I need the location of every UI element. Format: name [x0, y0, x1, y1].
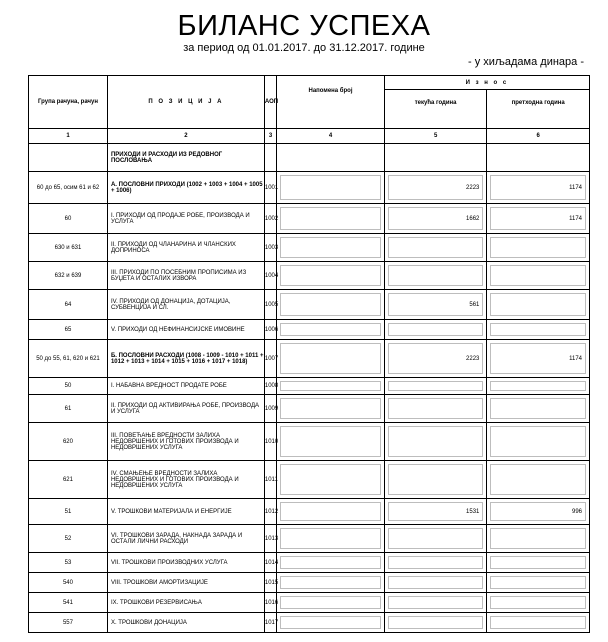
row-aop: 1015 [264, 573, 276, 593]
header-position: П О З И Ц И Ј А [107, 76, 264, 129]
table-row [29, 262, 590, 290]
row-position: III. ПРИХОДИ ПО ПОСЕБНИМ ПРОПИСИМА ИЗ БУЏЕТА И ОСТАЛИХ ИЗВОРА [107, 262, 264, 290]
row-aop: 1003 [264, 234, 276, 262]
note-field[interactable] [280, 265, 381, 286]
table-row [29, 340, 590, 378]
header-group: Група рачуна, рачун [29, 76, 108, 129]
table-row [29, 320, 590, 340]
section-current-cell [384, 144, 487, 172]
current-year-field[interactable] [388, 464, 484, 495]
previous-year-cell [487, 378, 590, 395]
current-year-field[interactable]: 1662 [388, 207, 484, 230]
current-year-field[interactable]: 561 [388, 293, 484, 316]
previous-year-field[interactable] [490, 616, 586, 629]
current-year-field[interactable] [388, 528, 484, 549]
row-group: 50 до 55, 61, 620 и 621 [29, 340, 108, 378]
row-group: 53 [29, 553, 108, 573]
row-position: I. НАБАВНА ВРЕДНОСТ ПРОДАТЕ РОБЕ [107, 378, 264, 395]
current-year-field[interactable] [388, 398, 484, 419]
header-note: Напомена број [277, 76, 385, 129]
unit-label: - у хиљадама динара - [468, 56, 584, 68]
row-aop: 1011 [264, 461, 276, 499]
section-aop-cell [264, 144, 276, 172]
current-year-field[interactable] [388, 265, 484, 286]
section-heading: ПРИХОДИ И РАСХОДИ ИЗ РЕДОВНОГ ПОСЛОВАЊА [107, 144, 264, 172]
row-aop: 1017 [264, 613, 276, 633]
row-group: 621 [29, 461, 108, 499]
note-cell [277, 320, 385, 340]
row-aop: 1016 [264, 593, 276, 613]
note-cell [277, 499, 385, 525]
note-field[interactable] [280, 576, 381, 589]
current-year-field[interactable] [388, 381, 484, 391]
previous-year-cell [487, 290, 590, 320]
row-group: 630 и 631 [29, 234, 108, 262]
row-aop: 1010 [264, 423, 276, 461]
row-aop: 1009 [264, 395, 276, 423]
note-field[interactable] [280, 207, 381, 230]
row-group: 541 [29, 593, 108, 613]
current-year-cell [384, 320, 487, 340]
current-year-cell [384, 290, 487, 320]
note-field[interactable] [280, 464, 381, 495]
period-subtitle: за период од 01.01.2017. до 31.12.2017. године [183, 42, 425, 54]
previous-year-field[interactable] [490, 293, 586, 316]
note-field[interactable] [280, 502, 381, 521]
previous-year-field[interactable] [490, 576, 586, 589]
current-year-cell [384, 172, 487, 204]
col-number: 4 [277, 129, 385, 144]
note-field[interactable] [280, 426, 381, 457]
row-position: VIII. ТРОШКОВИ АМОРТИЗАЦИЈЕ [107, 573, 264, 593]
previous-year-cell [487, 204, 590, 234]
row-group: 65 [29, 320, 108, 340]
previous-year-field[interactable] [490, 426, 586, 457]
previous-year-cell [487, 553, 590, 573]
row-position: IV. ПРИХОДИ ОД ДОНАЦИЈА, ДОТАЦИЈА, СУБВЕНЦИЈА И СЛ. [107, 290, 264, 320]
row-position: VI. ТРОШКОВИ ЗАРАДА, НАКНАДА ЗАРАДА И ОСТАЛИ ЛИЧНИ РАСХОДИ [107, 525, 264, 553]
row-position: X. ТРОШКОВИ ДОНАЦИЈА [107, 613, 264, 633]
note-cell [277, 423, 385, 461]
table-row [29, 204, 590, 234]
row-aop: 1005 [264, 290, 276, 320]
table-row [29, 395, 590, 423]
table-row [29, 613, 590, 633]
previous-year-cell [487, 613, 590, 633]
row-aop: 1012 [264, 499, 276, 525]
current-year-cell [384, 525, 487, 553]
previous-year-field[interactable] [490, 464, 586, 495]
previous-year-cell [487, 593, 590, 613]
row-group: 52 [29, 525, 108, 553]
row-aop: 1001 [264, 172, 276, 204]
row-position: III. ПОВЕЋАЊЕ ВРЕДНОСТИ ЗАЛИХА НЕДОВРШЕНИХ И ГОТОВИХ ПРОИЗВОДА И НЕДОВРШЕНИХ УСЛУГА [107, 423, 264, 461]
previous-year-field[interactable]: 1174 [490, 343, 586, 374]
row-group: 620 [29, 423, 108, 461]
row-position: Б. ПОСЛОВНИ РАСХОДИ (1008 - 1009 - 1010 + 1011 + 1012 + 1013 + 1014 + 1015 + 1016 + 1017 + 1018) [107, 340, 264, 378]
current-year-cell [384, 499, 487, 525]
note-cell [277, 234, 385, 262]
section-group-cell [29, 144, 108, 172]
previous-year-cell [487, 423, 590, 461]
previous-year-cell [487, 172, 590, 204]
table-row [29, 593, 590, 613]
table-row [29, 525, 590, 553]
row-aop: 1013 [264, 525, 276, 553]
current-year-field[interactable] [388, 596, 484, 609]
note-cell [277, 573, 385, 593]
current-year-cell [384, 461, 487, 499]
note-cell [277, 613, 385, 633]
header-amount: И з н о с [384, 76, 589, 90]
note-field[interactable] [280, 616, 381, 629]
row-position: II. ПРИХОДИ ОД ЧЛАНАРИНА И ЧЛАНСКИХ ДОПРИНОСА [107, 234, 264, 262]
table-row [29, 234, 590, 262]
table-row [29, 290, 590, 320]
previous-year-cell [487, 499, 590, 525]
section-previous-cell [487, 144, 590, 172]
row-group: 51 [29, 499, 108, 525]
current-year-field[interactable] [388, 576, 484, 589]
current-year-cell [384, 262, 487, 290]
note-field[interactable] [280, 381, 381, 391]
row-aop: 1014 [264, 553, 276, 573]
current-year-cell [384, 340, 487, 378]
current-year-cell [384, 423, 487, 461]
row-group: 61 [29, 395, 108, 423]
header-current-year: текућа година [384, 90, 487, 129]
row-position: V. ТРОШКОВИ МАТЕРИЈАЛА И ЕНЕРГИЈЕ [107, 499, 264, 525]
note-field[interactable] [280, 237, 381, 258]
previous-year-field[interactable] [490, 265, 586, 286]
table-row [29, 423, 590, 461]
row-position: I. ПРИХОДИ ОД ПРОДАЈЕ РОБЕ, ПРОИЗВОДА И УСЛУГА [107, 204, 264, 234]
header-previous-year: претходна година [487, 90, 590, 129]
row-group: 632 и 639 [29, 262, 108, 290]
previous-year-field[interactable]: 996 [490, 502, 586, 521]
table-row [29, 553, 590, 573]
previous-year-cell [487, 525, 590, 553]
note-field[interactable] [280, 293, 381, 316]
current-year-field[interactable] [388, 556, 484, 569]
row-position: VII. ТРОШКОВИ ПРОИЗВОДНИХ УСЛУГА [107, 553, 264, 573]
col-number: 3 [264, 129, 276, 144]
current-year-cell [384, 234, 487, 262]
document-title: БИЛАНС УСПЕХА [177, 10, 431, 42]
current-year-field[interactable] [388, 237, 484, 258]
col-number: 6 [487, 129, 590, 144]
col-number: 2 [107, 129, 264, 144]
note-field[interactable] [280, 596, 381, 609]
previous-year-cell [487, 320, 590, 340]
row-aop: 1004 [264, 262, 276, 290]
note-cell [277, 340, 385, 378]
current-year-field[interactable]: 2223 [388, 343, 484, 374]
note-cell [277, 461, 385, 499]
row-group: 50 [29, 378, 108, 395]
previous-year-field[interactable] [490, 381, 586, 391]
current-year-field[interactable]: 1531 [388, 502, 484, 521]
note-field[interactable] [280, 528, 381, 549]
row-aop: 1007 [264, 340, 276, 378]
note-field[interactable] [280, 175, 381, 200]
current-year-field[interactable] [388, 323, 484, 336]
income-statement-table [28, 75, 590, 633]
row-group: 557 [29, 613, 108, 633]
current-year-cell [384, 204, 487, 234]
note-cell [277, 378, 385, 395]
row-group: 64 [29, 290, 108, 320]
note-field[interactable] [280, 323, 381, 336]
previous-year-cell [487, 234, 590, 262]
row-group: 60 [29, 204, 108, 234]
row-position: II. ПРИХОДИ ОД АКТИВИРАЊА РОБЕ, ПРОИЗВОДА И УСЛУГА [107, 395, 264, 423]
row-position: IV. СМАЊЕЊЕ ВРЕДНОСТИ ЗАЛИХА НЕДОВРШЕНИХ И ГОТОВИХ ПРОИЗВОДА И НЕДОВРШЕНИХ УСЛУГА [107, 461, 264, 499]
note-cell [277, 395, 385, 423]
current-year-field[interactable]: 2223 [388, 175, 484, 200]
previous-year-field[interactable] [490, 556, 586, 569]
note-field[interactable] [280, 556, 381, 569]
table-row [29, 172, 590, 204]
previous-year-cell [487, 262, 590, 290]
previous-year-field[interactable] [490, 323, 586, 336]
previous-year-field[interactable] [490, 596, 586, 609]
current-year-cell [384, 553, 487, 573]
current-year-cell [384, 573, 487, 593]
previous-year-cell [487, 340, 590, 378]
col-number: 5 [384, 129, 487, 144]
previous-year-field[interactable]: 1174 [490, 175, 586, 200]
row-group: 60 до 65, осим 61 и 62 [29, 172, 108, 204]
previous-year-cell [487, 395, 590, 423]
current-year-field[interactable] [388, 616, 484, 629]
note-cell [277, 593, 385, 613]
table-row [29, 378, 590, 395]
table-row [29, 499, 590, 525]
note-cell [277, 525, 385, 553]
header-aop: АОП [264, 76, 276, 129]
current-year-cell [384, 593, 487, 613]
row-position: IX. ТРОШКОВИ РЕЗЕРВИСАЊА [107, 593, 264, 613]
previous-year-field[interactable] [490, 528, 586, 549]
note-field[interactable] [280, 398, 381, 419]
previous-year-cell [487, 573, 590, 593]
current-year-cell [384, 395, 487, 423]
row-position: А. ПОСЛОВНИ ПРИХОДИ (1002 + 1003 + 1004 + 1005 + 1006) [107, 172, 264, 204]
table-row [29, 573, 590, 593]
table-row [29, 461, 590, 499]
row-aop: 1008 [264, 378, 276, 395]
previous-year-field[interactable]: 1174 [490, 207, 586, 230]
note-cell [277, 262, 385, 290]
col-number: 1 [29, 129, 108, 144]
note-cell [277, 290, 385, 320]
previous-year-cell [487, 461, 590, 499]
current-year-cell [384, 378, 487, 395]
note-cell [277, 553, 385, 573]
note-cell [277, 204, 385, 234]
note-field[interactable] [280, 343, 381, 374]
previous-year-field[interactable] [490, 237, 586, 258]
row-group: 540 [29, 573, 108, 593]
section-note-cell [277, 144, 385, 172]
previous-year-field[interactable] [490, 398, 586, 419]
row-aop: 1002 [264, 204, 276, 234]
current-year-field[interactable] [388, 426, 484, 457]
row-aop: 1006 [264, 320, 276, 340]
row-position: V. ПРИХОДИ ОД НЕФИНАНСИЈСКЕ ИМОВИНЕ [107, 320, 264, 340]
current-year-cell [384, 613, 487, 633]
note-cell [277, 172, 385, 204]
